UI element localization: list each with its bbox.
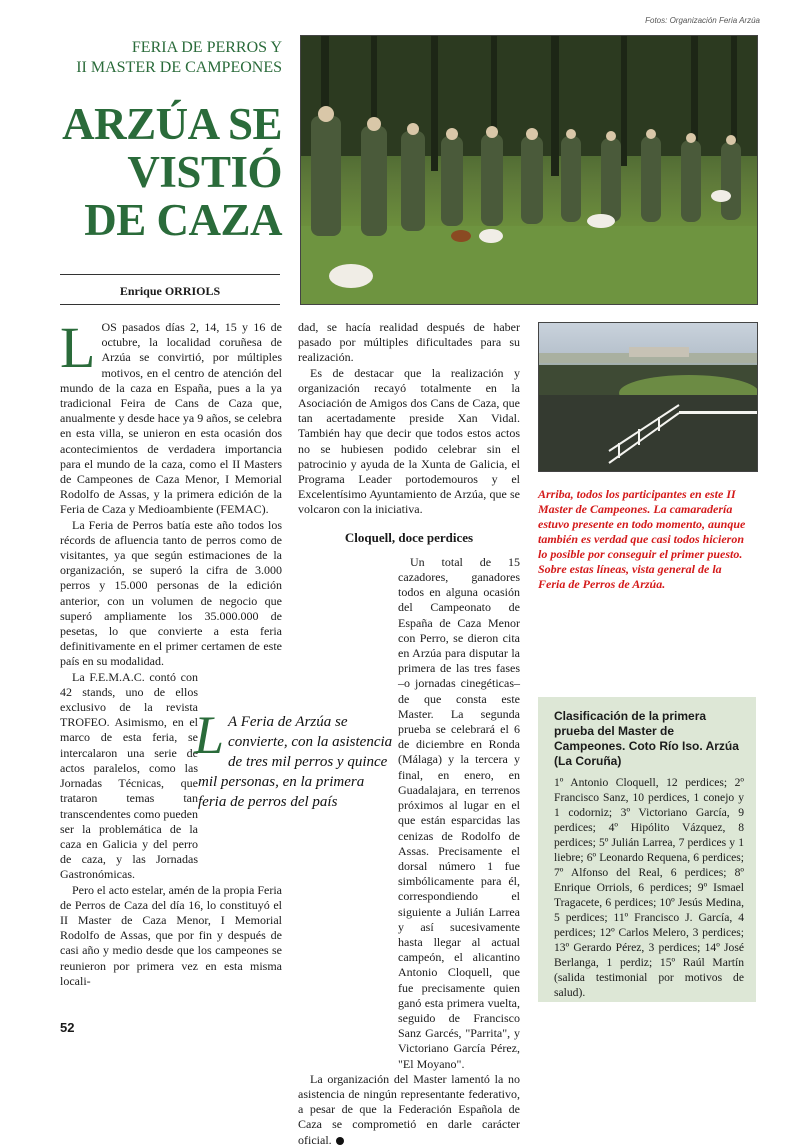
article-column-1 — [60, 315, 282, 989]
photo-fair-overview — [538, 322, 758, 472]
rule-bottom — [60, 304, 280, 305]
headline — [60, 100, 282, 244]
pull-quote-cap: L — [194, 705, 225, 765]
pull-quote — [194, 705, 394, 812]
article-paragraph-5: dad, se hacía realidad después de haber pasado por múltiples dificultades para su realización. — [298, 320, 520, 365]
byline: Enrique ORRIOLS — [119, 284, 221, 298]
photo-credit: Fotos: Organización Feria Arzúa — [645, 16, 760, 25]
photo-participants — [300, 35, 758, 305]
photo-fair-overview-illustration — [539, 323, 757, 471]
headline-line-3: DE CAZA — [84, 195, 282, 245]
article-paragraph-8 — [298, 1072, 520, 1148]
results-box-title: Clasificación de la primera prueba del Master de Campeones. Coto Río Iso. Arzúa (La Coruña) — [554, 709, 739, 768]
pull-quote-text: A Feria de Arzúa se convierte, con la asistencia de tres mil perros y quince mil personas, en la primera feria de perros del país — [198, 714, 393, 810]
results-box-body: 1º Antonio Cloquell, 12 perdices; 2º Francisco Sanz, 10 perdices, 1 conejo y 1 codorniz; 3º Victoriano García, 9 perdices; 4º Hipólito Vázquez, 8 perdices; 5º Julián Larrea, 7 perdices y 1 liebre; 6º Leonardo Requena, 6 perdices; 7º Alfonso del Real, 6 perdices; 8º Enrique Orriols, 6 perdices; 9º Ismael Tragacete, 6 perdices; 10º Jesús Medina, 5 perdices; 11º Francisco J. García, 4 perdices; 12º Carlos Melero, 3 perdices; 13º Gerardo Pérez, 3 perdices; 14º José Berlanga, 1 perdiz; 15º Raúl Martín (salida testimonial por motivos de salud). — [554, 776, 744, 999]
headline-line-2: VISTIÓ — [127, 147, 282, 197]
article-paragraph-6: Es de destacar que la realización y organización recayó totalmente en la Asociación de Amigos dos Cans de Caza, que tan acertadamente preside Xan Vidal. También hay que decir que todos estos actos no se hubiesen podido celebrar sin el patrocinio y ayuda de la Xunta de Galicia, el Programa Leader portodemouros y el Excelentísimo Ayuntamiento de Arzúa, que se volcaron con la iniciativa. — [298, 365, 520, 517]
article-paragraph-1 — [60, 315, 282, 518]
page-number: 52 — [60, 1020, 75, 1035]
kicker — [60, 38, 282, 78]
article-paragraph-4: Pero el acto estelar, amén de la propia Feria de Perros de Caza del día 16, lo constituyó el II Master de Caza Menor, I Memorial Rodolfo de Assas, que por fin y después de casi año y medio desde que los campeones se reunieron por primera vez en esta misma locali- — [60, 882, 282, 988]
paragraph-1-text: OS pasados días 2, 14, 15 y 16 de octubre, la localidad coruñesa de Arzúa se convirtió, por múltiples motivos, en el centro de atención del mundo de la caza en España, pues a la ya tradicional Feira de Cans de Caza que, anualmente y desde hace ya 9 años, se celebra en esta villa, se unieron en esta ocasión dos acontecimientos de verdadera importancia para el mundo de la caza, como el II Masters de Campeones de Caza Menor, I Memorial Rodolfo de Assas, y la primera edición de la Feria de Caza y Medioambiente (FEMAC). — [60, 320, 282, 517]
kicker-line-2: II MASTER DE CAMPEONES — [76, 59, 282, 76]
results-box — [538, 697, 756, 1002]
article-paragraph-3: La F.E.M.A.C. contó con 42 stands, uno de ellos exclusivo de la revista TROFEO. Asimismo, en el marco de esta feria, se intercalaron una serie de actos paralelos, como las Jornadas Técnicas, que trataron temas tan transcendentes como pueden ser la problemática de la caza en Galicia y del perro de caza, y las Jornadas Gastronómicas. — [60, 669, 198, 882]
headline-line-1: ARZÚA SE — [62, 99, 282, 149]
rule-top — [60, 274, 280, 275]
drop-cap: L — [60, 315, 96, 380]
paragraph-8-text: La organización del Master lamentó la no asistencia de ningún representante federativo, a pesar de que la Federación Española de Caza se comprometió en darle carácter oficial. — [298, 1071, 520, 1147]
photo-caption: Arriba, todos los participantes en este II Master de Campeones. La camaradería estuvo presente en todo momento, aunque también es verdad que casi todos hicieron lo posible por conseguir el primer puesto. Sobre estas líneas, vista general de la Feria de Perros de Arzúa. — [538, 487, 746, 591]
kicker-line-1: FERIA DE PERROS Y — [131, 39, 282, 56]
section-subhead: Cloquell, doce perdices — [344, 529, 474, 545]
end-bullet-icon — [336, 1137, 344, 1145]
article-paragraph-2: La Feria de Perros batía este año todos los récords de afluencia tanto de perros como de visitantes, ya que según estimaciones de la organización, se superó la cifra de 3.000 perros y 15.000 personas de la edición anterior, con un volumen de negocio que superó ampliamente los 35.000.000 de pesetas, lo que convierte a esta feria definitivamente en el primer certamen de este país en su modalidad. — [60, 517, 282, 669]
photo-participants-illustration — [301, 36, 757, 304]
article-paragraph-7: Un total de 15 cazadores, ganadores todos en alguna ocasión del Campeonato de España de Caza Menor con Perro, se dieron cita en Arzúa para disputar la primera de las tres fases –o jornadas cinegéticas– de que consta este Master. La segunda prueba se celebrará el 6 de diciembre en Ronda (Málaga) y la tercera y final, en enero, en Guadalajara, en terrenos próximos al lugar en el que están esparcidas las cenizas de Rodolfo de Assas. Precisamente el dorsal número 1 fue simbólicamente para él, correspondiendo el siguiente a Julián Larrea y así sucesivamente hasta llegar al actual campeón, el alicantino Antonio Cloquell, que fue precisamente quien ganó esta primera vuelta, seguido de Francisco Sanz Garcés, "Parrita", y Victoriano García Pérez, "El Moyano". — [398, 554, 520, 1071]
